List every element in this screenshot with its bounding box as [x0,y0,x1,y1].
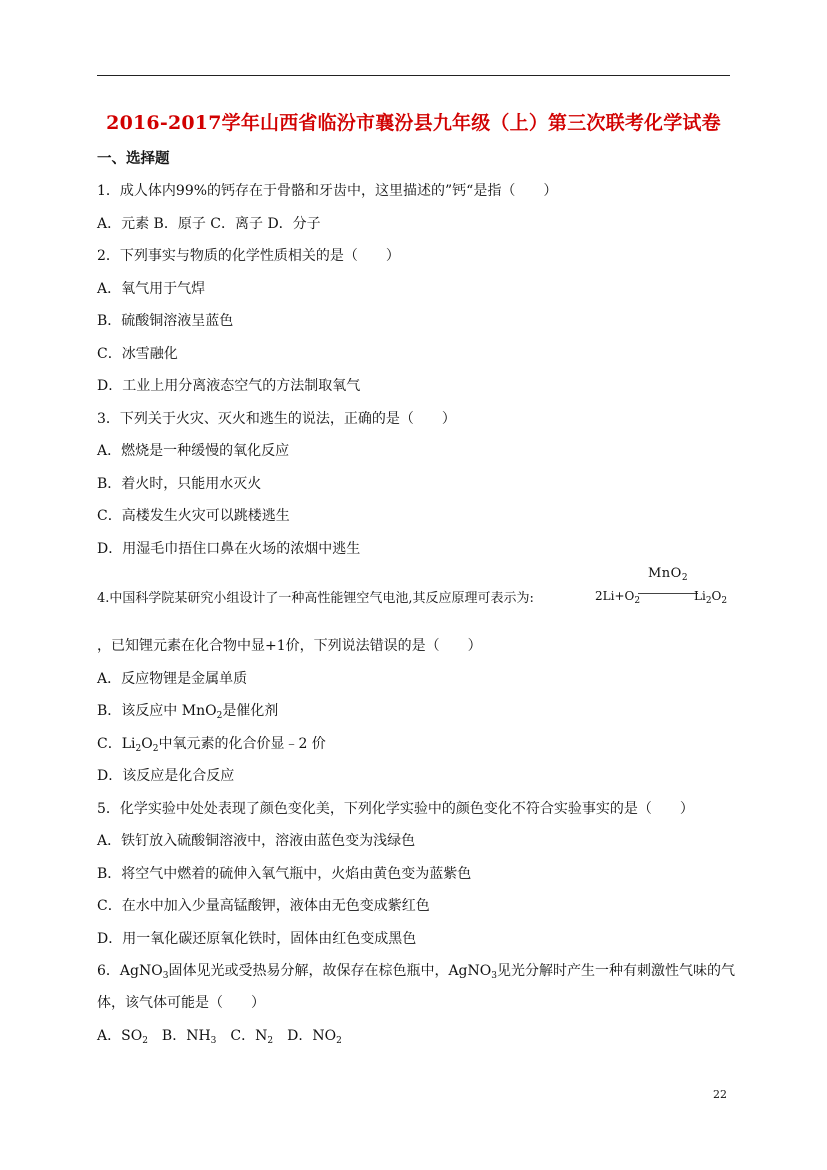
question-3-option-c: C．高楼发生火灾可以跳楼逃生 [97,508,290,524]
page-number: 22 [713,1088,727,1101]
question-4-option-a: A．反应物锂是金属单质 [97,671,248,687]
reaction-equation-right: $Li_2O_2$ [694,589,728,606]
question-1-stem: 1．成人体内99%的钙存在于骨骼和牙齿中，这里描述的”钙“是指（ ） [97,183,558,199]
reaction-line [638,593,698,594]
reaction-condition [638,566,700,606]
reaction-equation-left: $2Li+O_2$ [595,589,641,606]
question-4-option-d: D．该反应是化合反应 [97,768,235,784]
question-5-stem: 5．化学实验中处处表现了颜色变化美，下列化学实验中的颜色变化不符合实验事实的是（ ） [97,801,694,817]
question-2-option-c: C．冰雪融化 [97,346,178,362]
question-4-stem-text: 4.中国科学院某研究小组设计了一种高性能锂空气电池,其反应原理可表示为: [97,591,534,606]
catalyst-label: MnO$_2$ [648,566,689,583]
question-1-options: A．元素 B．原子 C．离子 D．分子 [97,216,321,232]
question-4-stem-second: ，已知锂元素在化合物中显+1价，下列说法错误的是（ ） [97,638,482,654]
header-rule [97,75,730,76]
question-5-option-d: D．用一氧化碳还原氧化铁时，固体由红色变成黑色 [97,931,417,947]
question-6-stem-first: 6．AgNO$_3$固体见光或受热易分解，故保存在棕色瓶中，AgNO$_3$见光分解时产生一种有刺激性气味的气 [97,963,735,981]
question-6-stem-second: 体，该气体可能是（ ） [97,995,265,1011]
question-3-option-a: A．燃烧是一种缓慢的氧化反应 [97,443,290,459]
question-2-stem: 2．下列事实与物质的化学性质相关的是（ ） [97,248,400,264]
question-2-option-d: D．工业上用分离液态空气的方法制取氧气 [97,378,361,394]
question-5-option-c: C．在水中加入少量高锰酸钾，液体由无色变成紫红色 [97,898,430,914]
question-3-stem: 3．下列关于火灾、灭火和逃生的说法，正确的是（ ） [97,411,456,427]
question-5-option-a: A．铁钉放入硫酸铜溶液中，溶液由蓝色变为浅绿色 [97,833,416,849]
question-2-option-b: B．硫酸铜溶液呈蓝色 [97,313,234,329]
exam-title: 2016-2017学年山西省临汾市襄汾县九年级（上）第三次联考化学试卷 [106,112,721,134]
question-4-stem-first [97,590,534,608]
question-4-option-c: C．$Li_2O_2$中氧元素的化合价显﹣2 价 [97,736,326,754]
question-2-option-a: A．氧气用于气焊 [97,281,206,297]
question-6-options: A．$SO_2$ B．$NH_3$ C．$N_2$ D．$NO_2$ [97,1028,342,1046]
section-heading: 一、选择题 [97,150,170,167]
question-3-option-d: D．用湿毛巾捂住口鼻在火场的浓烟中逃生 [97,541,361,557]
question-5-option-b: B．将空气中燃着的硫伸入氧气瓶中，火焰由黄色变为蓝紫色 [97,866,472,882]
question-3-option-b: B．着火时，只能用水灭火 [97,476,262,492]
question-4-option-b: B．该反应中 MnO$_2$是催化剂 [97,703,279,721]
